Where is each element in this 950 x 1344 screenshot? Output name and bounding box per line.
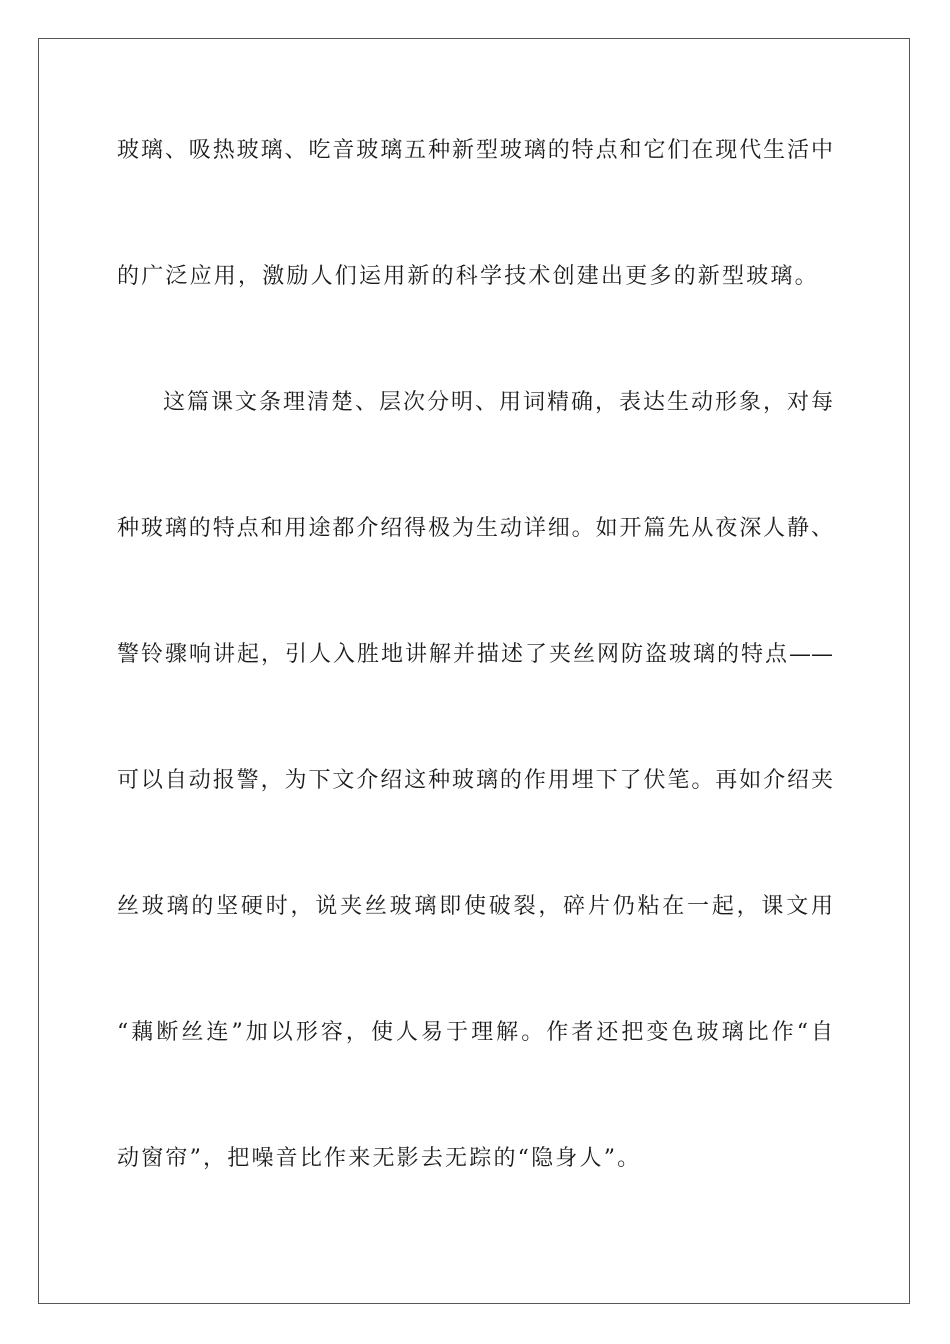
paragraph-line-9: 动窗帘”，把噪音比作来无影去无踪的“隐身人”。: [117, 1146, 642, 1171]
paragraph-line-8: “藕断丝连”加以形容，使人易于理解。作者还把变色玻璃比作“自: [117, 1020, 833, 1045]
paragraph-line-2: 的广泛应用，激励人们运用新的科学技术创建出更多的新型玻璃。: [117, 264, 819, 289]
paragraph-line-5: 警铃骤响讲起，引人入胜地讲解并描述了夹丝网防盗玻璃的特点——: [117, 642, 833, 667]
paragraph-line-3: 这篇课文条理清楚、层次分明、用词精确，表达生动形象，对每: [163, 390, 833, 415]
page-border: [38, 38, 910, 1304]
paragraph-line-1: 玻璃、吸热玻璃、吃音玻璃五种新型玻璃的特点和它们在现代生活中: [117, 138, 833, 163]
paragraph-line-6: 可以自动报警，为下文介绍这种玻璃的作用埋下了伏笔。再如介绍夹: [117, 768, 833, 793]
paragraph-line-7: 丝玻璃的坚硬时，说夹丝玻璃即使破裂，碎片仍粘在一起，课文用: [117, 894, 833, 919]
paragraph-line-4: 种玻璃的特点和用途都介绍得极为生动详细。如开篇先从夜深人静、: [117, 516, 833, 541]
